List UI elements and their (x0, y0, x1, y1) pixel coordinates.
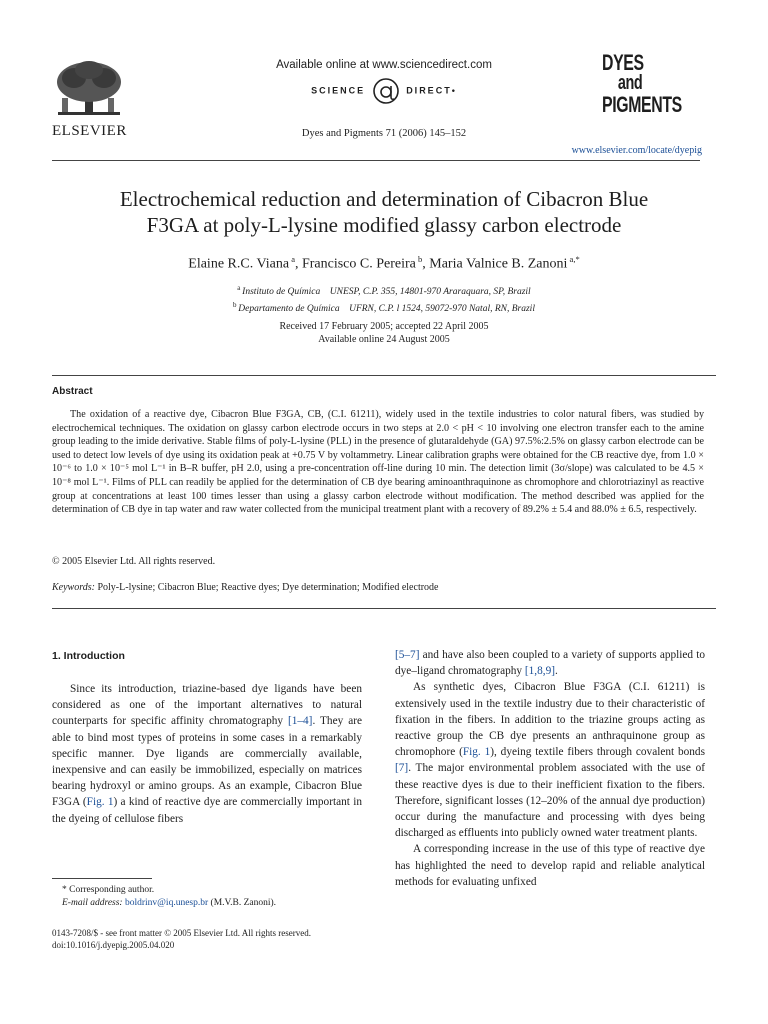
abstract-heading: Abstract (52, 386, 93, 397)
author-affiliation-mark[interactable]: a (289, 254, 295, 264)
journal-logo (602, 52, 702, 115)
affiliation-line: $^a$ Instituto de Química UNESP, C.P. 355, 14801-970 Araraquara, SP, Brazil (237, 284, 531, 298)
article-dates (0, 320, 768, 346)
footnote (52, 884, 276, 910)
journal-logo-line3: PIGMENTS (602, 92, 682, 117)
journal-reference: Dyes and Pigments 71 (2006) 145–152 (301, 128, 467, 139)
author-name: Elaine R.C. Viana (188, 256, 290, 272)
left-column (52, 681, 362, 827)
paragraph (52, 681, 362, 827)
email-link[interactable]: boldrinv@iq.unesp.br (124, 898, 209, 908)
publisher-name: ELSEVIER (52, 123, 127, 139)
journal-logo-line2: and (617, 72, 643, 94)
abstract-copyright: © 2005 Elsevier Ltd. All rights reserved. (52, 556, 216, 567)
text-run: . The major environmental problem associated with the use of these reactive dyes is due to their inefficient fixation to the fibers. Therefore, significant losses (12–20% of the annual dye production) occur during the manufacture and processing with dyes being discharged as effluents into publicly owned water treatment plants. (395, 762, 705, 840)
author-affiliation-mark[interactable]: a,* (567, 254, 580, 264)
keywords-divider (52, 608, 716, 609)
citation-link[interactable]: Fig. 1 (462, 746, 491, 759)
text-run: . They are able to bind most types of proteins in some cases in a remarkably specific manner. Dye ligands are commercially available, inexpensive and can easily be immobilized, especially on matrices bearing hydroxyl or amino groups. As an example, Cibacron Blue F3GA ( (52, 715, 362, 809)
sd-right-text: DIRECT (406, 85, 452, 96)
author-list: Elaine R.C. Viana $^a$, Francisco C. Pereira $^b$, Maria Valnice B. Zanoni $^{a,*}$ (188, 254, 580, 272)
sd-left-text: SCIENCE (311, 85, 366, 96)
abstract-text: The oxidation of a reactive dye, Cibacron Blue F3GA, CB, (C.I. 61211), widely used in the textile industries to color natural fibers, was studied by electrochemical techniques. The oxidation on glassy carbon electrode occurs in two steps at 2.0 < pH < 10 involving one electron transfer each to the amine group leading to the imide derivative. Stable films of poly-L-lysine (PLL) in the presence of glutaraldehyde (GA) 97.5%:2.5% on glassy carbon electrode can be used to detect low levels of dye using its oxidation peak at +0.75 V by voltammetry. Linear calibration graphs were obtained for the CB reactive dye, from 1.0 × 10⁻⁶ to 1.0 × 10⁻⁵ mol L⁻¹ in B–R buffer, pH 2.0, using a pre-concentration off-line during 10 min. The detection limit (3σ/slope) was calculated to be 4.5 × 10⁻⁸ mol L⁻¹. Films of PLL can readily be applied for the determination of CB dye bearing aminoanthraquinone as chromophore and chlorotriazinyl as reactive group at concentrations at least 100 times lesser than using a glassy carbon electrode without modification. The method described was applied for the determination of CB dye in tap water and raw water collected from the municipal treatment plant with a recovery of 89.2% ± 5.4 and 88.0% ± 6.5, respectively. (52, 409, 704, 516)
issn-doi (52, 927, 311, 951)
available-online-banner: Available online at www.sciencedirect.com (276, 59, 492, 71)
available-date: Available online 24 August 2005 (318, 334, 450, 345)
header-divider (52, 160, 700, 161)
keywords (52, 582, 438, 593)
keywords-label: Keywords: (52, 582, 95, 593)
sciencedirect-logo: SCIENCE DIRECT• (0, 77, 768, 105)
paragraph (395, 679, 705, 841)
keywords-list: Poly-L-lysine; Cibacron Blue; Reactive dyes; Dye determination; Modified electrode (97, 582, 439, 593)
title-line-2: F3GA at poly-L-lysine modified glassy carbon electrode (146, 213, 622, 237)
journal-logo-line1: DYES (602, 50, 644, 75)
affiliations (0, 282, 768, 316)
author-affiliation-mark[interactable]: b (415, 254, 423, 264)
abstract-body (52, 408, 704, 517)
paragraph (395, 647, 705, 679)
text-run: and have also been coupled to a variety of supports applied to dye–ligand chromatography (395, 649, 705, 678)
title-line-1: Electrochemical reduction and determination of Cibacron Blue (119, 187, 649, 211)
text-run: ), dyeing textile fibers through covalent bonds (490, 746, 705, 759)
text-run: A corresponding increase in the use of this type of reactive dye has highlighted the need to develop rapid and reliable analytical methods for evaluating unfixed (395, 843, 705, 888)
paragraph (395, 841, 705, 890)
affiliation-line: $^b$ Departamento de Química UFRN, C.P. l 1524, 59072-970 Natal, RN, Brazil (233, 301, 535, 315)
citation-link[interactable]: Fig. 1 (86, 796, 114, 809)
email-label: E-mail address: (62, 898, 123, 908)
corresponding-author-note: * Corresponding author. (62, 885, 155, 895)
email-suffix: (M.V.B. Zanoni). (208, 898, 277, 908)
citation-link[interactable]: [1–4] (287, 715, 313, 728)
citation-link[interactable]: [1,8,9] (524, 665, 556, 678)
journal-url-link[interactable]: www.elsevier.com/locate/dyepig (571, 145, 702, 156)
text-run: As synthetic dyes, Cibacron Blue F3GA (C.I. 61211) is extensively used in the textile industry due to their characteristic of fixation in the fibers. In addition to the triazine groups acting as reactive group the CB dye presents an anthraquinone group as chromophore ( (395, 681, 705, 759)
sciencedirect-at-icon (372, 77, 400, 105)
section-heading-introduction: 1. Introduction (52, 650, 125, 662)
citation-link[interactable]: [7] (395, 762, 409, 775)
article-title (0, 186, 768, 238)
text-run: ) a kind of reactive dye are commercially important in the dyeing of cellulose fibers (52, 796, 362, 825)
abstract-divider (52, 375, 716, 376)
right-column (395, 647, 705, 890)
text-run: Since its introduction, triazine-based dye ligands have been considered as one of the important alternatives to natural counterparts for specific affinity chromatography (52, 683, 362, 728)
author-name: Francisco C. Pereira (301, 256, 416, 272)
footnote-divider (52, 878, 152, 879)
author-name: Maria Valnice B. Zanoni (429, 256, 568, 272)
issn-line: 0143-7208/$ - see front matter © 2005 Elsevier Ltd. All rights reserved. (52, 928, 312, 938)
text-run: . (555, 665, 558, 678)
received-date: Received 17 February 2005; accepted 22 April 2005 (279, 321, 489, 332)
doi-line: doi:10.1016/j.dyepig.2005.04.020 (52, 940, 175, 950)
email-line (52, 897, 276, 910)
citation-link[interactable]: [5–7] (395, 649, 420, 661)
